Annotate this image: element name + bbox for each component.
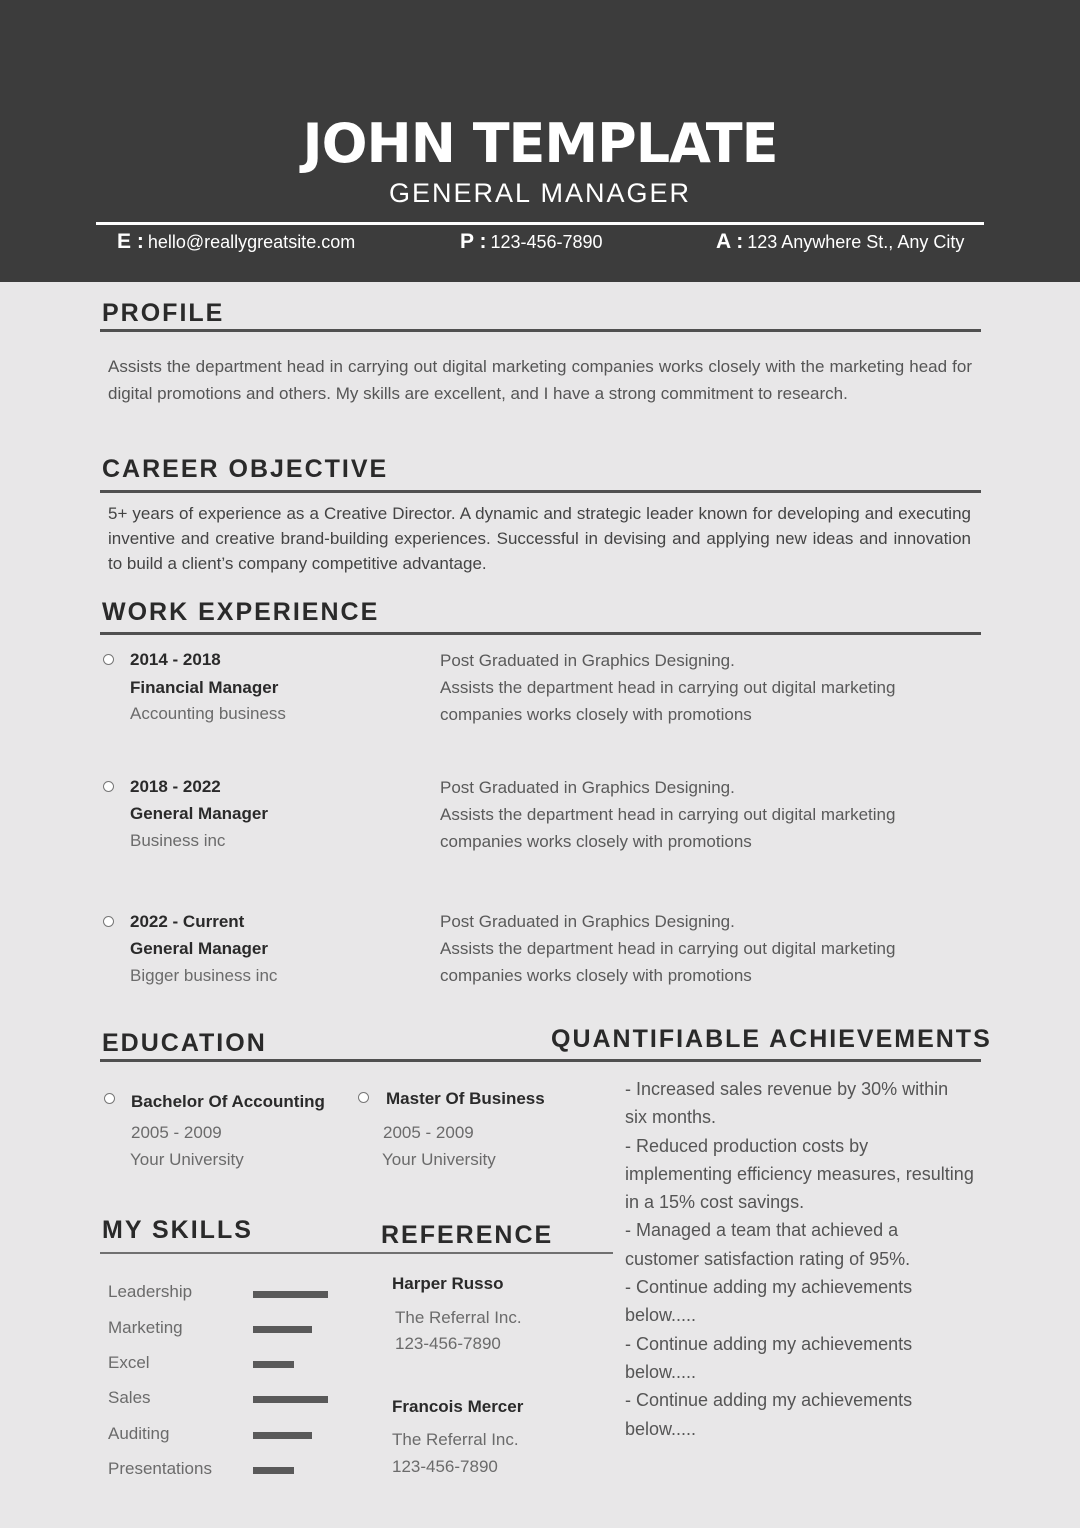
objective-heading: CAREER OBJECTIVE — [102, 455, 389, 483]
education-bullet — [104, 1093, 115, 1104]
job-period: 2014 - 2018 — [130, 650, 221, 669]
job-description-line: Post Graduated in Graphics Designing. — [440, 912, 735, 931]
contact-address-value: 123 Anywhere St., Any City — [747, 232, 965, 252]
job-description-line: Post Graduated in Graphics Designing. — [440, 651, 735, 670]
job-description-line: companies works closely with promotions — [440, 832, 752, 851]
skill-level-bar — [253, 1467, 294, 1474]
job-period: 2018 - 2022 — [130, 777, 221, 796]
skill-name: Sales — [108, 1388, 151, 1407]
objective-divider — [100, 490, 981, 493]
skill-level-bar — [253, 1396, 328, 1403]
skill-name: Marketing — [108, 1318, 183, 1337]
reference-company: The Referral Inc. — [395, 1308, 522, 1327]
contact-address-key: A : — [716, 230, 744, 253]
achievements-heading: QUANTIFIABLE ACHIEVEMENTS — [551, 1025, 992, 1053]
job-description — [440, 647, 960, 728]
job-description — [440, 908, 960, 989]
contact-phone-value: 123-456-7890 — [490, 232, 603, 252]
job-title: General Manager — [130, 939, 268, 958]
objective-text: 5+ years of experience as a Creative Director. A dynamic and strategic leader known for developing and executing inventive and creative brand-building experiences. Successful in devising and applying new ideas and innovation to build a client’s company competitive advantage. — [108, 504, 971, 573]
job-title: Financial Manager — [130, 678, 279, 697]
work-heading: WORK EXPERIENCE — [102, 598, 380, 626]
achievement-item: - Continue adding my achievements below..... — [625, 1390, 913, 1439]
profile-divider — [100, 329, 981, 332]
skill-name: Excel — [108, 1353, 150, 1372]
reference-phone: 123-456-7890 — [392, 1457, 498, 1476]
skill-level-bar — [253, 1291, 328, 1298]
achievement-item: - Managed a team that achieved a customer satisfaction rating of 95%. — [625, 1220, 911, 1269]
skill-level-bar — [253, 1326, 312, 1333]
education-degree: Bachelor Of Accounting — [131, 1092, 325, 1111]
contact-phone-key: P : — [460, 230, 487, 253]
education-divider — [100, 1059, 981, 1062]
candidate-role: GENERAL MANAGER — [388, 178, 692, 208]
education-school: Your University — [130, 1150, 244, 1169]
education-degree: Master Of Business — [386, 1089, 545, 1108]
skills-heading: MY SKILLS — [102, 1216, 253, 1244]
job-bullet — [103, 654, 114, 665]
achievements-list — [625, 1075, 975, 1443]
skill-name: Presentations — [108, 1459, 212, 1478]
contact-email — [117, 230, 355, 254]
job-description-line: Assists the department head in carrying out digital marketing — [440, 939, 896, 958]
job-description-line: Assists the department head in carrying out digital marketing — [440, 678, 896, 697]
job-description-line: companies works closely with promotions — [440, 705, 752, 724]
job-bullet — [103, 916, 114, 927]
contact-phone — [460, 230, 603, 254]
profile-text: Assists the department head in carrying out digital marketing companies works closely with the marketing head for digital promotions and others. My skills are excellent, and I have a strong commitment to research. — [108, 357, 972, 403]
work-divider — [100, 632, 981, 635]
achievement-item: - Increased sales revenue by 30% within six months. — [625, 1079, 949, 1128]
reference-name: Francois Mercer — [392, 1397, 524, 1416]
education-years: 2005 - 2009 — [131, 1123, 222, 1142]
contact-email-key: E : — [117, 230, 144, 253]
job-description-line: companies works closely with promotions — [440, 966, 752, 985]
achievement-item: - Continue adding my achievements below..... — [625, 1277, 913, 1326]
job-company: Bigger business inc — [130, 966, 278, 985]
job-description-line: Post Graduated in Graphics Designing. — [440, 778, 735, 797]
contact-email-value: hello@reallygreatsite.com — [147, 232, 356, 252]
skill-level-bar — [253, 1361, 294, 1368]
reference-company: The Referral Inc. — [392, 1430, 519, 1449]
achievement-item: - Reduced production costs by implementing efficiency measures, resulting in a 15% cost savings. — [625, 1135, 974, 1213]
header-divider — [96, 222, 984, 225]
reference-phone: 123-456-7890 — [395, 1334, 501, 1353]
job-company: Business inc — [130, 831, 226, 850]
achievement-item: - Continue adding my achievements below..... — [625, 1333, 913, 1382]
job-title: General Manager — [130, 804, 268, 823]
profile-heading: PROFILE — [102, 299, 225, 327]
candidate-name: JOHN TEMPLATE — [302, 112, 778, 175]
education-school: Your University — [382, 1150, 496, 1169]
education-bullet — [358, 1092, 369, 1103]
education-heading: EDUCATION — [102, 1029, 267, 1057]
skill-level-bar — [253, 1432, 312, 1439]
contact-address — [716, 230, 964, 254]
reference-heading: REFERENCE — [381, 1221, 554, 1249]
skill-name: Auditing — [108, 1424, 170, 1443]
resume-header — [0, 0, 1080, 282]
skills-divider — [100, 1252, 613, 1254]
job-description — [440, 774, 960, 855]
skill-name: Leadership — [108, 1282, 193, 1301]
education-years: 2005 - 2009 — [383, 1123, 474, 1142]
job-period: 2022 - Current — [130, 912, 245, 931]
reference-name: Harper Russo — [392, 1274, 504, 1293]
job-bullet — [103, 781, 114, 792]
job-company: Accounting business — [130, 704, 286, 723]
job-description-line: Assists the department head in carrying out digital marketing — [440, 805, 896, 824]
